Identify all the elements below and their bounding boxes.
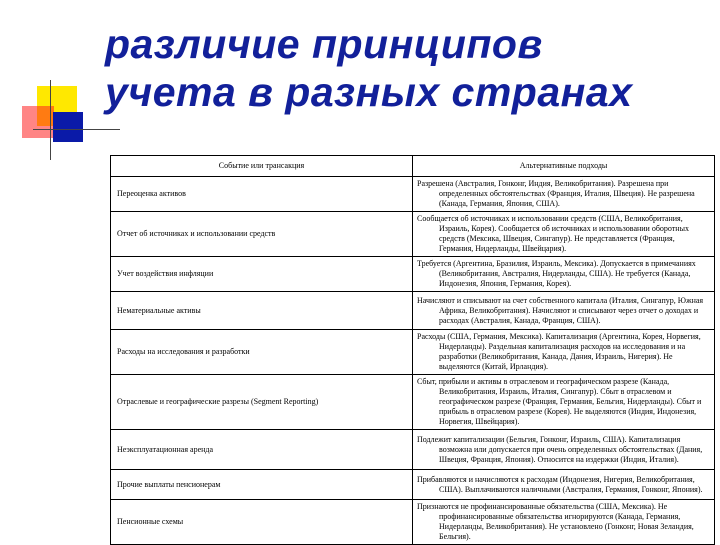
approaches-cell: Сообщается об источниках и использовании средств (США, Великобритания, Израиль, Корея). Сообщается об источниках и использовании оборотных средств (Мексика, Швеция, Сингапур). Не представляется (Франция, Германия, Нидерланды, Швейцария).	[413, 212, 715, 257]
event-cell: Нематериальные активы	[111, 292, 413, 330]
table-header-row	[111, 156, 715, 177]
event-cell: Отчет об источниках и использовании средств	[111, 212, 413, 257]
slide-title	[105, 20, 705, 116]
approaches-cell: Сбыт, прибыли и активы в отраслевом и географическом разрезе (Канада, Великобритания, Израиль, Италия, Сингапур). Сбыт в отраслевом и географическом разрезе (Франция, Германия, Бельгия, Нидерланды). Сбыт и прибыль в отраслевом разрезе (Корея). Не выделяются (Индия, Индонезия, Норвегия, Швейцария).	[413, 375, 715, 430]
approaches-cell: Подлежит капитализации (Бельгия, Гонконг, Израиль, США). Капитализация возможна или допускается при очень определенных обстоятельствах (Дания, Швеция, Франция, Япония). Относится на издержки (Индия, Италия).	[413, 430, 715, 470]
header-event: Событие или трансакция	[111, 156, 413, 177]
approaches-cell: Требуется (Аргентина, Бразилия, Израиль, Мексика). Допускается в примечаниях (Великобритания, Австралия, Нидерланды, США). Не требуется (Канада, Индонезия, Япония, Германия, Корея).	[413, 257, 715, 292]
decor-vertical-line	[50, 80, 51, 160]
event-cell: Отраслевые и географические разрезы (Segment Reporting)	[111, 375, 413, 430]
event-cell: Пенсионные схемы	[111, 500, 413, 545]
table-row	[111, 177, 715, 212]
comparison-table	[110, 155, 715, 545]
event-cell: Прочие выплаты пенсионерам	[111, 470, 413, 500]
table-row	[111, 292, 715, 330]
approaches-cell: Начисляют и списывают на счет собственного капитала (Италия, Сингапур, Южная Африка, Великобритания). Начисляют и списывают через отчет о доходах и расходах (Австралия, Канада, Франция, США).	[413, 292, 715, 330]
approaches-cell: Прибавляются и начисляются к расходам (Индонезия, Нигерия, Великобритания, США). Выплачиваются наличными (Австралия, Германия, Гонконг, Япония).	[413, 470, 715, 500]
approaches-cell: Разрешена (Австралия, Гонконг, Индия, Великобритания). Разрешена при определенных обстоятельствах (Франция, Италия, Швеция). Не разрешена (Канада, Германия, Япония, США).	[413, 177, 715, 212]
event-cell: Неэксплуатационная аренда	[111, 430, 413, 470]
decor-horizontal-line	[33, 129, 120, 130]
table-row	[111, 257, 715, 292]
table-row	[111, 470, 715, 500]
table-row	[111, 330, 715, 375]
table-row	[111, 375, 715, 430]
header-approaches: Альтернативные подходы	[413, 156, 715, 177]
event-cell: Учет воздействия инфляции	[111, 257, 413, 292]
table-row	[111, 212, 715, 257]
event-cell: Расходы на исследования и разработки	[111, 330, 413, 375]
slide-title-line-2: учета в разных странах	[105, 69, 633, 115]
event-cell: Переоценка активов	[111, 177, 413, 212]
approaches-cell: Признаются не профинансированные обязательства (США, Мексика). Не профинансированные обязательства игнорируются (Канада, Германия, Нидерланды, Великобритания). Не установлено (Гонконг, Новая Зеландия, Бельгия).	[413, 500, 715, 545]
slide-title-line-1: различие принципов	[105, 21, 543, 67]
approaches-cell: Расходы (США, Германия, Мексика). Капитализация (Аргентина, Корея, Норвегия, Нидерланды). Раздельная капитализация расходов на исследования и на разработки (Великобритания, Канада, Дания, Израиль, Нигерия). Не выделяются (Китай, Ирландия).	[413, 330, 715, 375]
table-row	[111, 430, 715, 470]
table-row	[111, 500, 715, 545]
decor-blue-square	[53, 112, 83, 142]
